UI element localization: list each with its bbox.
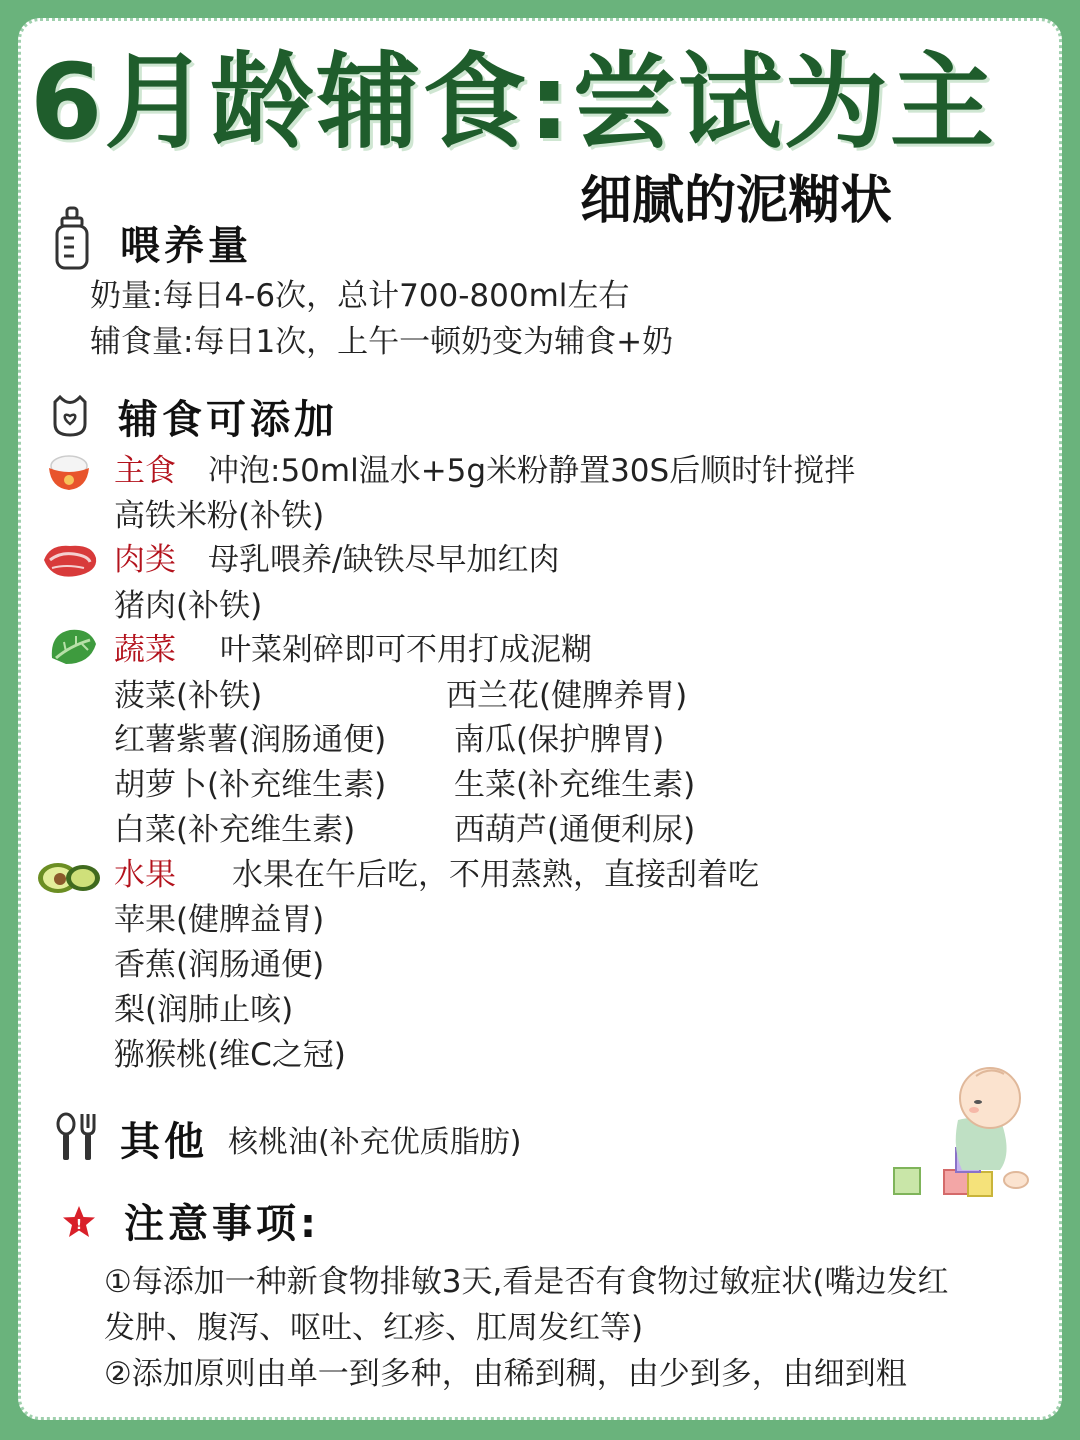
page-title: 6月龄辅食:尝试为主 (30, 41, 996, 163)
other-text: 核桃油(补充优质脂肪) (228, 1125, 522, 1160)
fruit-item: 猕猴桃(维C之冠) (114, 1037, 346, 1073)
fruit-item: 苹果(健脾益胃) (114, 902, 325, 938)
meat-item: 猪肉(补铁) (114, 588, 263, 624)
meat-label: 肉类 (114, 542, 176, 578)
fruit-item: 香蕉(润肠通便) (114, 947, 325, 983)
avocado-icon (36, 856, 102, 898)
staple-item: 高铁米粉(补铁) (114, 498, 325, 534)
staple-note: 冲泡:50ml温水+5g米粉静置30S后顺时针搅拌 (208, 453, 856, 489)
warning-star-icon (60, 1204, 98, 1240)
veg-note: 叶菜剁碎即可不用打成泥糊 (220, 632, 592, 668)
veg-item: 胡萝卜(补充维生素) (114, 767, 387, 803)
veg-item: 红薯紫薯(润肠通便) (114, 722, 387, 758)
staple-label: 主食 (114, 453, 176, 489)
meat-icon (40, 540, 100, 582)
notes-heading: 注意事项: (124, 1201, 320, 1247)
veg-item: 西葫芦(通便利尿) (454, 812, 696, 848)
veg-item: 生菜(补充维生素) (454, 767, 696, 803)
veg-item: 菠菜(补铁) (114, 678, 263, 714)
bib-icon (52, 394, 88, 438)
notes-line: ①每添加一种新食物排敏3天,看是否有食物过敏症状(嘴边发红 (104, 1264, 949, 1300)
veg-item: 西兰花(健脾养胃) (446, 678, 688, 714)
other-heading: 其他 (120, 1119, 208, 1165)
feeding-heading: 喂养量 (120, 223, 252, 269)
notes-line: 发肿、腹泻、呕吐、红疹、肛周发红等) (104, 1310, 644, 1346)
fruit-note: 水果在午后吃，不用蒸熟，直接刮着吃 (232, 857, 759, 893)
page-subtitle: 细腻的泥糊状 (580, 171, 893, 231)
addable-heading: 辅食可添加 (118, 397, 338, 443)
feeding-line: 奶量:每日4-6次，总计700-800ml左右 (90, 278, 630, 314)
meat-note: 母乳喂养/缺铁尽早加红肉 (208, 542, 560, 578)
fruit-label: 水果 (114, 857, 176, 893)
notes-line: ②添加原则由单一到多种，由稀到稠，由少到多，由细到粗 (104, 1356, 907, 1392)
veg-item: 南瓜(保护脾胃) (454, 722, 665, 758)
veg-item: 白菜(补充维生素) (114, 812, 356, 848)
veg-label: 蔬菜 (114, 632, 176, 668)
utensils-icon (54, 1112, 100, 1162)
vegetable-icon (46, 624, 100, 668)
rice-bowl-icon (46, 450, 92, 492)
fruit-item: 梨(润肺止咳) (114, 992, 294, 1028)
feeding-line: 辅食量:每日1次，上午一顿奶变为辅食+奶 (90, 324, 674, 360)
baby-with-blocks-illustration (886, 1058, 1036, 1208)
bottle-icon (52, 206, 92, 272)
svg-text:!: ! (76, 1218, 82, 1233)
